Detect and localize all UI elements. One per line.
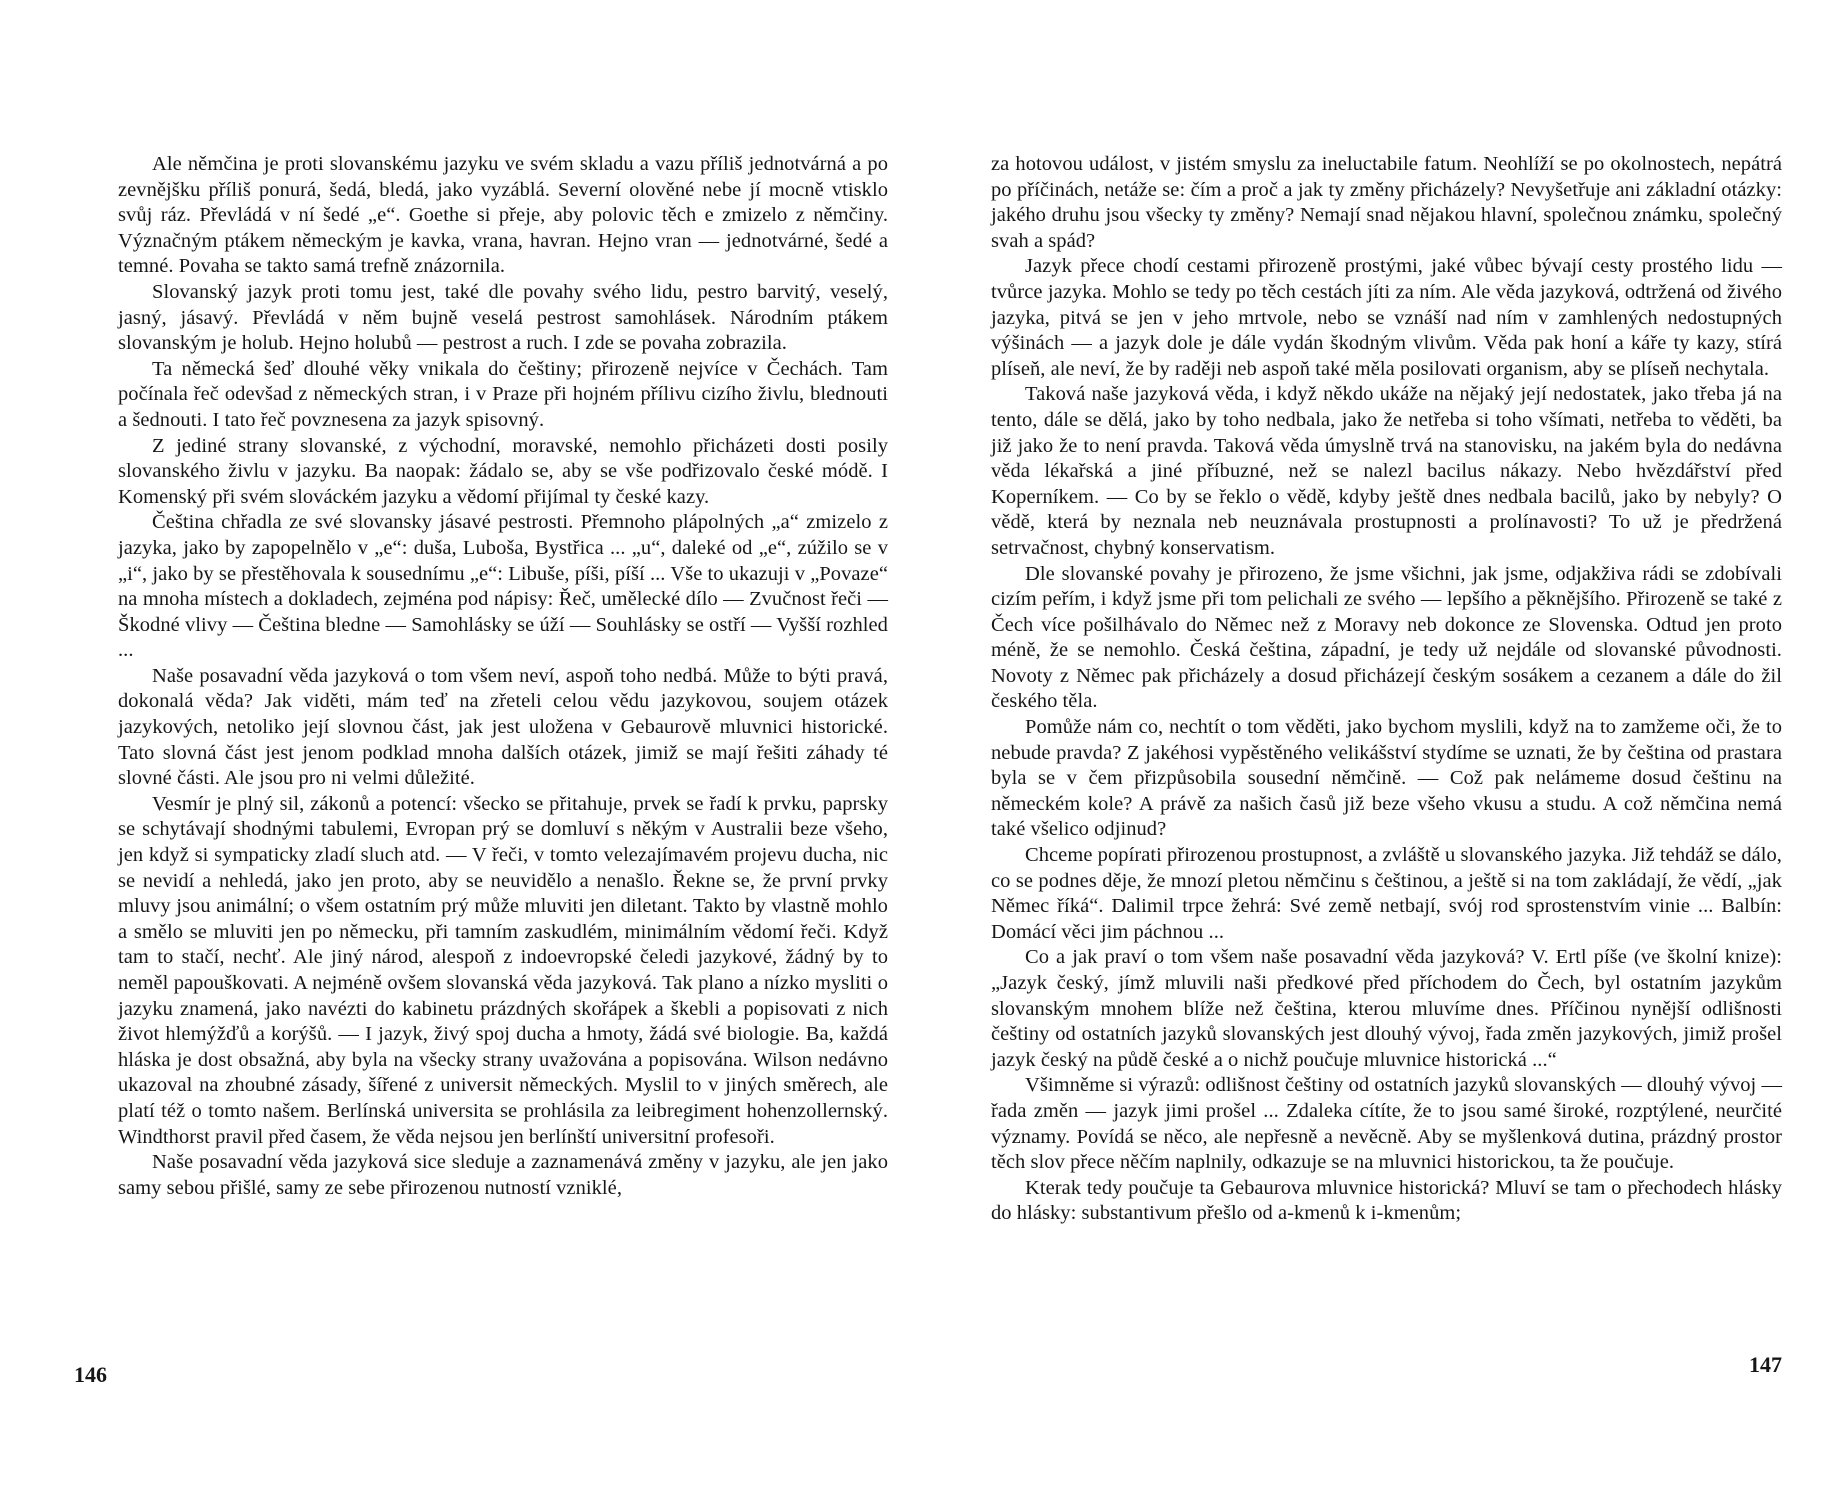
paragraph: Ta německá šeď dlouhé věky vnikala do češtiny; přirozeně nejvíce v Čechách. Tam počínala řeč odevšad z německých stran, i v Praze při hojném přílivu cizího živlu, blednouti a šednouti. I tato řeč povznesena za jazyk spisovný. — [118, 357, 888, 431]
paragraph: Jazyk přece chodí cestami přirozeně prostými, jaké vůbec bývají cesty prostého lidu — tvůrce jazyka. Mohlo se tedy po těch cestách jíti za ním. Ale věda jazyková, odtržená od živého jazyka, pitvá se jen v jeho mrtvole, nebo se vznáší nad ním v zamhlených nedostupných výšinách — a jazyk dole je dále vydán škodným vlivům. Věda pak honí a káře ty kazy, stírá plíseň, ale neví, že by raději neb aspoň také měla posilovati organism, aby se plíseň nechytala. — [991, 255, 1782, 380]
paragraph: Z jediné strany slovanské, z východní, moravské, nemohlo přicházeti dosti posily slovanského živlu v jazyku. Ba naopak: žádalo se, aby se vše podřizovalo české módě. I Komenský při svém slováckém jazyku a vědomí přijímal ty české kazy. — [118, 434, 888, 508]
paragraph: Čeština chřadla ze své slovansky jásavé pestrosti. Přemnoho plápolných „a“ zmizelo z jazyka, jako by zapopelnělo v „e“: duša, Luboša, Bystřica ... „u“, daleké od „e“, zúžilo se v „i“, jako by se přestěhovala k sousednímu „e“: Libuše, píši, píší ... Vše to ukazuji v „Povaze“ na mnoha místech a dokladech, zejména pod nápisy: Řeč, umělecké dílo — Zvučnost řeči — Škodné vlivy — Čeština bledne — Samohlásky se úží — Souhlásky se ostří — Vyšší rozhled ... — [118, 511, 888, 662]
page-number: 146 — [74, 1362, 107, 1387]
paragraph: Ale němčina je proti slovanskému jazyku ve svém skladu a vazu příliš jednotvárná a po zevnějšku příliš ponurá, šedá, bledá, jako vyzáblá. Severní olověné nebe jí mocně vtisklo svůj ráz. Převládá v ní šedé „e“. Goethe si přeje, aby polovic těch e zmizelo z němčiny. Význačným ptákem německým je kavka, vrana, havran. Hejno vran — jednotvárné, šedé a temné. Povaha se takto samá trefně znázornila. — [118, 153, 888, 278]
paragraph: Dle slovanské povahy je přirozeno, že jsme všichni, jak jsme, odjakživa rádi se zdobívali cizím peřím, i když jsme při tom pelichali ze svého — lepšího a pěknějšího. Přirozeně se také z Čech více pošilhávalo do Němec než z Moravy neb dokonce ze Slovenska. Odtud jen proto méně, že se nemohlo. Česká čeština, západní, je tedy už nejdále od slovanské původnosti. Novoty z Němec pak přicházely a dosud přicházejí českým sosákem a cezanem a dále do žil českého těla. — [991, 562, 1782, 713]
paragraph: Vesmír je plný sil, zákonů a potencí: všecko se přitahuje, prvek se řadí k prvku, paprsky se schytávají shodnými tabulemi, Evropan prý se domluví s někým v Australii beze všeho, jen když si sympaticky zladí sluch atd. — V řeči, v tomto velezajímavém projevu ducha, nic se nevidí a nehledá, jako jen proto, aby se neuvidělo a nenašlo. Řekne se, že první prvky mluvy jsou animální; o všem ostatním prý může mluviti jen diletant. Takto by vlastně mohlo a smělo se mluviti jen po německu, při tamním zaskudlém, minimálním vědomí řeči. Když tam to stačí, nechť. Ale jiný národ, alespoň z indoevropské čeledi jazykové, žádný by to neměl papouškovati. A nejméně ovšem slovanská věda jazyková. Tak plano a nízko mysliti o jazyku znamená, jako navézti do kabinetu prázdných skořápek a škebli a popisovati z nich život hlemýžďů a korýšů. — I jazyk, živý spoj ducha a hmoty, žádá své biologie. Ba, každá hláska je dost obsažná, aby byla na všecky strany uvažována a popisována. Wilson nedávno ukazoval na zhoubné zásady, šířené z universit německých. Myslil to v jiných směrech, ale platí též o tomto našem. Berlínská universita se prohlásila za leibregiment hohenzollernský. Windthorst pravil před časem, že věda nejsou jen berlínští universitní profesoři. — [118, 792, 888, 1148]
left-page — [74, 0, 888, 1500]
paragraph: Pomůže nám co, nechtít o tom věděti, jako bychom myslili, když na to zamžeme oči, že to nebude pravda? Z jakéhosi vypěstěného velikášství stydíme se uznati, že by čeština od prastara byla se v čem přizpůsobila sousední němčině. — Což pak nelámeme dosud češtinu na německém kole? A právě za našich časů již beze všeho vkusu a studu. A což němčina nemá také všelico odjinud? — [991, 716, 1782, 841]
paragraph: za hotovou událost, v jistém smyslu za ineluctabile fatum. Neohlíží se po okolnostech, nepátrá po příčinách, netáže se: čím a proč a jak ty změny přicházely? Nevyšetřuje ani základní otázky: jakého druhu jsou všecky ty změny? Nemají snad nějakou hlavní, společnou známku, společný svah a spád? — [991, 153, 1782, 252]
paragraph: Naše posavadní věda jazyková sice sleduje a zaznamenává změny v jazyku, ale jen jako samy sebou přišlé, samy ze sebe přirozenou nutností vzniklé, — [118, 1151, 888, 1199]
right-page-text — [991, 152, 1782, 1227]
page-number: 147 — [1749, 1352, 1782, 1377]
paragraph: Naše posavadní věda jazyková o tom všem neví, aspoň toho nedbá. Může to býti pravá, dokonalá věda? Jak viděti, mám teď na zřeteli celou vědu jazykovou, soujem otázek jazykových, netoliko její slovnou část, jak jest uložena v Gebaurově mluvnici historické. Tato slovná část jest jenom podklad mnoha dalších otázek, jimiž se mají řešiti záhady té slovné části. Ale jsou pro ni velmi důležité. — [118, 664, 888, 790]
paragraph: Co a jak praví o tom všem naše posavadní věda jazyková? V. Ertl píše (ve školní knize): „Jazyk český, jímž mluvili naši předkové před příchodem do Čech, byl ostatním jazykům slovanským mnohem blíže než čeština, kterou mluvíme dnes. Příčinou nynější odlišnosti češtiny od ostatních jazyků slovanských jest dlouhý vývoj, řada změn jazykových, jimiž prošel jazyk český na půdě české a o nichž poučuje mluvnice historická ...“ — [991, 946, 1782, 1071]
paragraph: Slovanský jazyk proti tomu jest, také dle povahy svého lidu, pestro barvitý, veselý, jasný, jásavý. Převládá v něm bujně veselá pestrost samohlásek. Národním ptákem slovanským je holub. Hejno holubů — pestrost a ruch. I zde se povaha zobrazila. — [118, 280, 888, 355]
paragraph: Chceme popírati přirozenou prostupnost, a zvláště u slovanského jazyka. Již tehdáž se dálo, co se podnes děje, že mnozí pletou němčinu s češtinou, a ještě si na tom zakládají, že vědí, „jak Němec říká“. Dalimil trpce žehrá: Své země netbají, svój rod sprostenstvím vinie ... Balbín: Domácí věci jim páchnou ... — [991, 844, 1782, 943]
left-page-text — [118, 152, 888, 1201]
paragraph: Všimněme si výrazů: odlišnost češtiny od ostatních jazyků slovanských — dlouhý vývoj — řada změn — jazyk jimi prošel ... Zdaleka cítíte, že to jsou samé široké, rozptýlené, neurčité významy. Povídá se něco, ale nepřesně a nevěcně. Aby se myšlenková dutina, prázdný prostor těch slov přece něčím naplnily, odkazuje se na mluvnici historickou, ta že poučuje. — [991, 1074, 1783, 1174]
right-page — [991, 0, 1782, 1500]
paragraph: Kterak tedy poučuje ta Gebaurova mluvnice historická? Mluví se tam o přechodech hlásky do hlásky: substantivum přešlo od a-kmenů k i-kmenům; — [991, 1176, 1782, 1225]
paragraph: Taková naše jazyková věda, i když někdo ukáže na nějaký její nedostatek, jako třeba já na tento, dále se dělá, jako by toho nedbala, jako že netřeba si toho všímati, netřeba to věděti, ba již jako že to není pravda. Taková věda úmyslně trvá na stanovisku, na jakém byla do nedávna věda lékařská a jiné příbuzné, než se nalezl bacilus nákazy. Nebo hvězdářství před Koperníkem. — Co by se řeklo o vědě, kdyby ještě dnes nedbala bacilů, jako by nebyly? O vědě, která by neznala neb neuznávala prostupnosti a prolínavosti? To už je předržená setrvačnost, chybný konservatism. — [991, 383, 1782, 559]
